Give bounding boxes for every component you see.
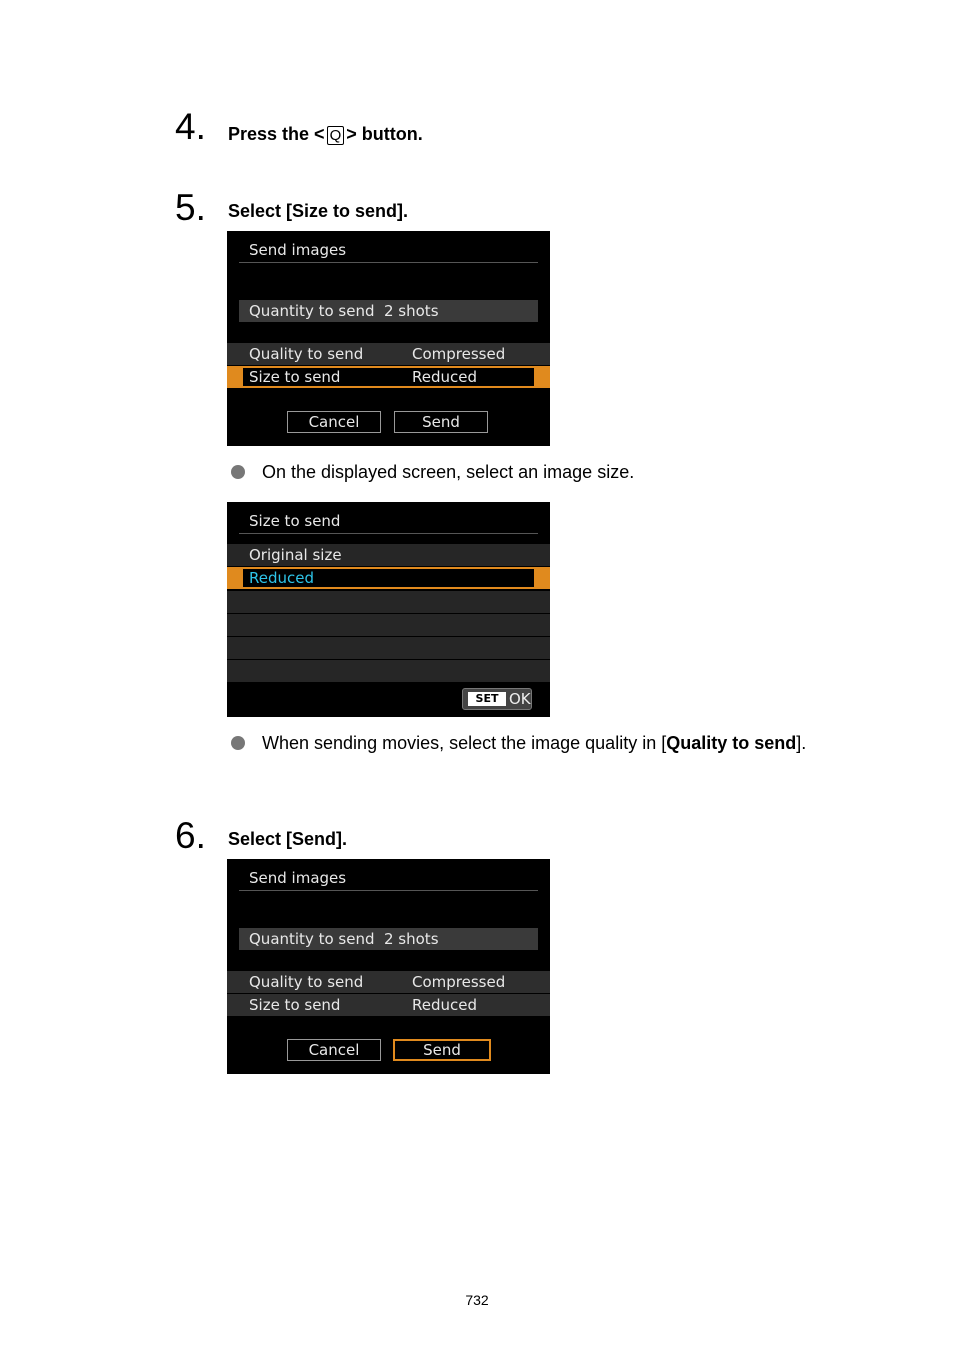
cancel-button[interactable]: Cancel	[287, 1039, 381, 1061]
send-button[interactable]: Send	[393, 1039, 491, 1061]
empty-row	[227, 591, 550, 613]
step-5-text: Select [Size to send].	[228, 201, 409, 221]
empty-row	[227, 614, 550, 636]
send-button[interactable]: Send	[394, 411, 488, 433]
step-6-text: Select [Send].	[228, 829, 348, 849]
divider	[239, 262, 538, 263]
screen-title: Send images	[249, 869, 347, 887]
bullet-icon	[231, 465, 245, 479]
screen-title: Size to send	[249, 512, 341, 530]
cancel-button[interactable]: Cancel	[287, 411, 381, 433]
quality-to-send-row[interactable]: Quality to send Compressed	[227, 343, 550, 365]
divider	[239, 533, 538, 534]
send-images-screen-2	[227, 859, 550, 1074]
size-to-send-screen	[227, 502, 550, 717]
empty-row	[227, 660, 550, 682]
option-original-size[interactable]: Original size	[227, 544, 550, 566]
step-number-4: 4.	[175, 106, 206, 147]
bullet-icon	[231, 736, 245, 750]
bullet-movie-quality: When sending movies, select the image quality in [Quality to send].	[262, 733, 806, 753]
quality-to-send-row[interactable]: Quality to send Compressed	[227, 971, 550, 993]
quantity-row: Quantity to send 2 shots	[239, 928, 538, 950]
screen-title: Send images	[249, 241, 347, 259]
page-number: 732	[465, 1292, 489, 1308]
step-number-6: 6.	[175, 815, 206, 856]
empty-row	[227, 637, 550, 659]
q-button-icon: Q	[327, 126, 345, 145]
size-to-send-row[interactable]: Size to send Reduced	[227, 366, 550, 388]
divider	[239, 890, 538, 891]
step-number-5: 5.	[175, 187, 206, 228]
size-to-send-row[interactable]: Size to send Reduced	[227, 994, 550, 1016]
set-ok-button[interactable]: SET OK	[462, 688, 532, 710]
send-images-screen-1	[227, 231, 550, 446]
set-icon: SET	[468, 692, 506, 706]
option-reduced[interactable]: Reduced	[227, 567, 550, 589]
step-4-text: Press the < Q > button.	[228, 124, 423, 144]
quantity-row: Quantity to send 2 shots	[239, 300, 538, 322]
bullet-select-size: On the displayed screen, select an image size.	[262, 462, 634, 482]
